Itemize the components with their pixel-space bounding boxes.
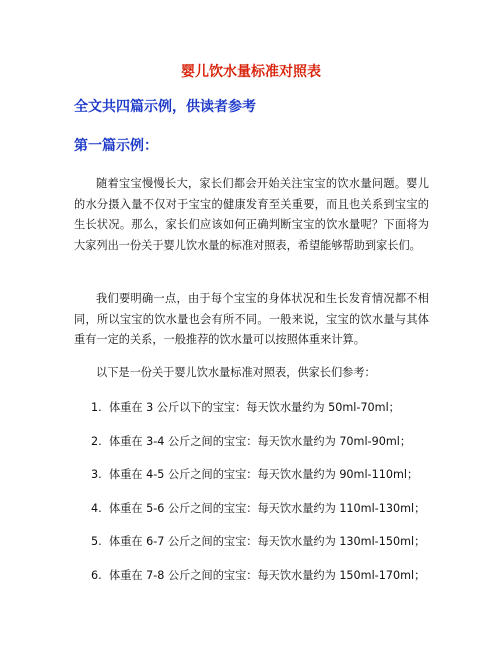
list-item-number: 6. [91,568,102,582]
body-paragraph: 随着宝宝慢慢长大，家长们都会开始关注宝宝的饮水量问题。婴儿的水分摄入量不仅对于宝宝的健康发育至关重要，而且也关系到宝宝的生长状况。那么，家长们应该如何正确判断宝宝的饮水量呢？下面将为大家列出一份关于婴儿饮水量的标准对照表，希望能够帮助到家长们。 [74,177,429,252]
list-item [91,432,425,466]
list-item-text: 体重在 7-8 公斤之间的宝宝：每天饮水量约为 150ml-170ml； [109,568,426,582]
document-subtitle: 全文共四篇示例，供读者参考 [74,99,256,115]
list-item-text: 体重在 4-5 公斤之间的宝宝：每天饮水量约为 90ml-110ml； [109,468,419,482]
list-item-number: 5. [91,535,102,549]
list-item [91,499,425,533]
list-item [91,465,425,499]
list-item-number: 3. [91,468,102,482]
section-heading: 第一篇示例： [74,138,158,154]
list-item [91,532,425,566]
list-item-number: 2. [91,434,102,448]
list-item [91,566,425,600]
list-item-text: 体重在 3-4 公斤之间的宝宝：每天饮水量约为 70ml-90ml； [109,434,412,448]
list-item-number: 1. [91,401,102,414]
list-item-text: 体重在 6-7 公斤之间的宝宝：每天饮水量约为 130ml-150ml； [109,535,426,549]
list-item-text: 体重在 3 公斤以下的宝宝：每天饮水量约为 50ml-70ml； [109,401,400,414]
document-title: 婴儿饮水量标准对照表 [181,64,321,80]
list-item-number: 4. [91,501,102,515]
water-intake-list [91,398,425,600]
body-paragraph: 我们要明确一点，由于每个宝宝的身体状况和生长发育情况都不相同，所以宝宝的饮水量也会有所不同。一般来说，宝宝的饮水量与其体重有一定的关系，一般推荐的饮水量可以按照体重来计算。 [74,292,429,347]
list-item [91,398,425,432]
body-paragraph: 以下是一份关于婴儿饮水量标准对照表，供家长们参考： [96,366,376,379]
list-item-text: 体重在 5-6 公斤之间的宝宝：每天饮水量约为 110ml-130ml； [109,501,426,515]
